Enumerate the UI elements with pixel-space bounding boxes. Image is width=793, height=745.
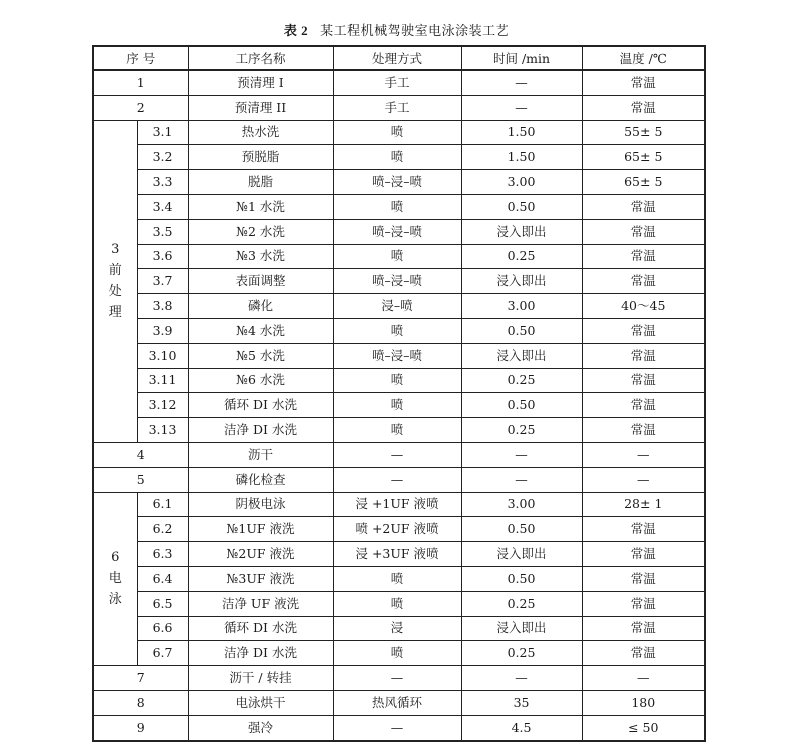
cell-temp: 常温	[582, 566, 705, 591]
cell-method: 喷	[333, 591, 461, 616]
cell-no: 3.9	[137, 318, 188, 343]
cell-method: 喷	[333, 566, 461, 591]
cell-temp: 65± 5	[582, 170, 705, 195]
table-row	[93, 641, 705, 666]
group-label-line: 理	[108, 305, 122, 321]
cell-method: —	[333, 442, 461, 467]
cell-no: 6.7	[137, 641, 188, 666]
table-row	[93, 566, 705, 591]
cell-time: 0.50	[461, 393, 582, 418]
cell-time: 4.5	[461, 715, 582, 740]
cell-time: 3.00	[461, 492, 582, 517]
cell-temp: 常温	[582, 641, 705, 666]
cell-time: 0.25	[461, 641, 582, 666]
cell-method: 喷	[333, 641, 461, 666]
cell-method: 热风循环	[333, 690, 461, 715]
cell-name: 磷化	[188, 294, 333, 319]
cell-no: 3.6	[137, 244, 188, 269]
cell-name: 洁净 UF 液洗	[188, 591, 333, 616]
cell-method: 喷	[333, 145, 461, 170]
cell-method: 喷 +2UF 液喷	[333, 517, 461, 542]
table-row	[93, 368, 705, 393]
cell-temp: 常温	[582, 343, 705, 368]
group-label-line: 泳	[108, 592, 122, 608]
cell-time: 浸入即出	[461, 343, 582, 368]
cell-time: 0.25	[461, 244, 582, 269]
cell-temp: 常温	[582, 244, 705, 269]
cell-name: 预清理 I	[188, 70, 333, 95]
cell-time: —	[461, 70, 582, 95]
cell-no: 2	[93, 95, 188, 120]
cell-name: №1UF 液洗	[188, 517, 333, 542]
table-caption: 某工程机械驾驶室电泳涂装工艺	[320, 24, 510, 39]
cell-name: 脱脂	[188, 170, 333, 195]
table-row	[93, 393, 705, 418]
cell-name: 循环 DI 水洗	[188, 616, 333, 641]
table-row	[93, 318, 705, 343]
cell-temp: 常温	[582, 95, 705, 120]
cell-no: 6.5	[137, 591, 188, 616]
group-label-g6	[93, 492, 137, 666]
cell-name: 洁净 DI 水洗	[188, 418, 333, 443]
cell-time: 浸入即出	[461, 219, 582, 244]
cell-temp: —	[582, 467, 705, 492]
cell-name: 电泳烘干	[188, 690, 333, 715]
cell-method: —	[333, 467, 461, 492]
cell-method: —	[333, 715, 461, 740]
cell-time: 0.25	[461, 368, 582, 393]
cell-no: 3.2	[137, 145, 188, 170]
table-row	[93, 591, 705, 616]
cell-method: 喷	[333, 418, 461, 443]
cell-no: 3.13	[137, 418, 188, 443]
cell-name: 阴极电泳	[188, 492, 333, 517]
cell-method: 喷–浸–喷	[333, 219, 461, 244]
table-row	[93, 492, 705, 517]
cell-no: 3.8	[137, 294, 188, 319]
cell-name: 磷化检查	[188, 467, 333, 492]
cell-method: 喷	[333, 194, 461, 219]
table-body	[93, 70, 705, 741]
cell-method: 手工	[333, 95, 461, 120]
group-label-line: 6	[111, 550, 120, 566]
cell-time: 浸入即出	[461, 616, 582, 641]
cell-name: 沥干	[188, 442, 333, 467]
table-row	[93, 467, 705, 492]
cell-time: —	[461, 467, 582, 492]
group-label-g3	[93, 120, 137, 442]
cell-time: 浸入即出	[461, 542, 582, 567]
cell-no: 3.3	[137, 170, 188, 195]
cell-name: 表面调整	[188, 269, 333, 294]
cell-name: №2UF 液洗	[188, 542, 333, 567]
cell-name: №2 水洗	[188, 219, 333, 244]
table-row	[93, 666, 705, 691]
cell-temp: 常温	[582, 194, 705, 219]
cell-temp: 常温	[582, 542, 705, 567]
cell-time: 0.50	[461, 194, 582, 219]
cell-no: 3.7	[137, 269, 188, 294]
cell-no: 7	[93, 666, 188, 691]
cell-time: —	[461, 442, 582, 467]
table-row	[93, 517, 705, 542]
cell-temp: 28± 1	[582, 492, 705, 517]
cell-name: 循环 DI 水洗	[188, 393, 333, 418]
cell-time: 0.25	[461, 591, 582, 616]
group-label-line: 处	[108, 284, 122, 300]
header-temp: 温度 /℃	[582, 46, 705, 70]
cell-no: 3.11	[137, 368, 188, 393]
cell-no: 6.6	[137, 616, 188, 641]
cell-name: 强冷	[188, 715, 333, 740]
cell-no: 9	[93, 715, 188, 740]
cell-time: 0.50	[461, 566, 582, 591]
cell-temp: 40～45	[582, 294, 705, 319]
cell-no: 3.1	[137, 120, 188, 145]
cell-name: №3UF 液洗	[188, 566, 333, 591]
table-row	[93, 343, 705, 368]
cell-name: №6 水洗	[188, 368, 333, 393]
cell-time: 0.50	[461, 318, 582, 343]
table-row	[93, 442, 705, 467]
cell-name: №5 水洗	[188, 343, 333, 368]
cell-temp: —	[582, 442, 705, 467]
cell-temp: 180	[582, 690, 705, 715]
cell-method: —	[333, 666, 461, 691]
cell-time: 1.50	[461, 145, 582, 170]
cell-no: 6.2	[137, 517, 188, 542]
table-row	[93, 70, 705, 95]
cell-method: 喷	[333, 120, 461, 145]
cell-temp: 常温	[582, 318, 705, 343]
cell-method: 喷	[333, 368, 461, 393]
cell-name: 沥干 / 转挂	[188, 666, 333, 691]
cell-name: 热水洗	[188, 120, 333, 145]
table-row	[93, 715, 705, 740]
cell-temp: 常温	[582, 591, 705, 616]
table-row	[93, 244, 705, 269]
table-row	[93, 219, 705, 244]
cell-time: 35	[461, 690, 582, 715]
cell-method: 浸	[333, 616, 461, 641]
table-row	[93, 616, 705, 641]
cell-no: 5	[93, 467, 188, 492]
cell-name: 洁净 DI 水洗	[188, 641, 333, 666]
cell-temp: 常温	[582, 393, 705, 418]
cell-no: 6.1	[137, 492, 188, 517]
cell-temp: —	[582, 666, 705, 691]
cell-name: №3 水洗	[188, 244, 333, 269]
header-name: 工序名称	[188, 46, 333, 70]
cell-time: 浸入即出	[461, 269, 582, 294]
cell-time: —	[461, 95, 582, 120]
group-label-line: 3	[111, 242, 120, 258]
cell-no: 3.12	[137, 393, 188, 418]
cell-temp: 65± 5	[582, 145, 705, 170]
cell-time: 0.50	[461, 517, 582, 542]
table-row	[93, 194, 705, 219]
cell-no: 1	[93, 70, 188, 95]
cell-time: 1.50	[461, 120, 582, 145]
cell-no: 6.4	[137, 566, 188, 591]
cell-method: 喷–浸–喷	[333, 170, 461, 195]
group-label-line: 前	[108, 263, 122, 279]
table-row	[93, 294, 705, 319]
table-row	[93, 170, 705, 195]
table-row	[93, 95, 705, 120]
cell-name: 预脱脂	[188, 145, 333, 170]
cell-method: 浸–喷	[333, 294, 461, 319]
table-row	[93, 690, 705, 715]
header-time: 时间 /min	[461, 46, 582, 70]
cell-name: 预清理 II	[188, 95, 333, 120]
cell-temp: 常温	[582, 269, 705, 294]
cell-method: 喷	[333, 393, 461, 418]
cell-no: 3.4	[137, 194, 188, 219]
cell-no: 6.3	[137, 542, 188, 567]
cell-time: 3.00	[461, 170, 582, 195]
cell-time: 0.25	[461, 418, 582, 443]
cell-temp: 55± 5	[582, 120, 705, 145]
header-method: 处理方式	[333, 46, 461, 70]
table-row	[93, 542, 705, 567]
cell-method: 喷	[333, 244, 461, 269]
table-row	[93, 145, 705, 170]
table-row	[93, 269, 705, 294]
cell-no: 3.10	[137, 343, 188, 368]
cell-temp: 常温	[582, 517, 705, 542]
cell-temp: 常温	[582, 368, 705, 393]
cell-temp: 常温	[582, 219, 705, 244]
table-title	[0, 20, 793, 39]
group-label-line: 电	[108, 571, 122, 587]
table-row	[93, 120, 705, 145]
cell-method: 喷–浸–喷	[333, 343, 461, 368]
cell-temp: 常温	[582, 70, 705, 95]
cell-no: 4	[93, 442, 188, 467]
process-table	[92, 45, 706, 742]
cell-name: №1 水洗	[188, 194, 333, 219]
cell-method: 浸 +1UF 液喷	[333, 492, 461, 517]
header-row	[93, 46, 705, 70]
cell-no: 3.5	[137, 219, 188, 244]
cell-method: 喷	[333, 318, 461, 343]
cell-name: №4 水洗	[188, 318, 333, 343]
cell-method: 手工	[333, 70, 461, 95]
cell-temp: ≤ 50	[582, 715, 705, 740]
cell-time: —	[461, 666, 582, 691]
cell-temp: 常温	[582, 616, 705, 641]
header-no: 序 号	[93, 46, 188, 70]
table-number: 表 2	[283, 23, 309, 38]
table-row	[93, 418, 705, 443]
cell-method: 喷–浸–喷	[333, 269, 461, 294]
cell-no: 8	[93, 690, 188, 715]
cell-method: 浸 +3UF 液喷	[333, 542, 461, 567]
cell-time: 3.00	[461, 294, 582, 319]
cell-temp: 常温	[582, 418, 705, 443]
